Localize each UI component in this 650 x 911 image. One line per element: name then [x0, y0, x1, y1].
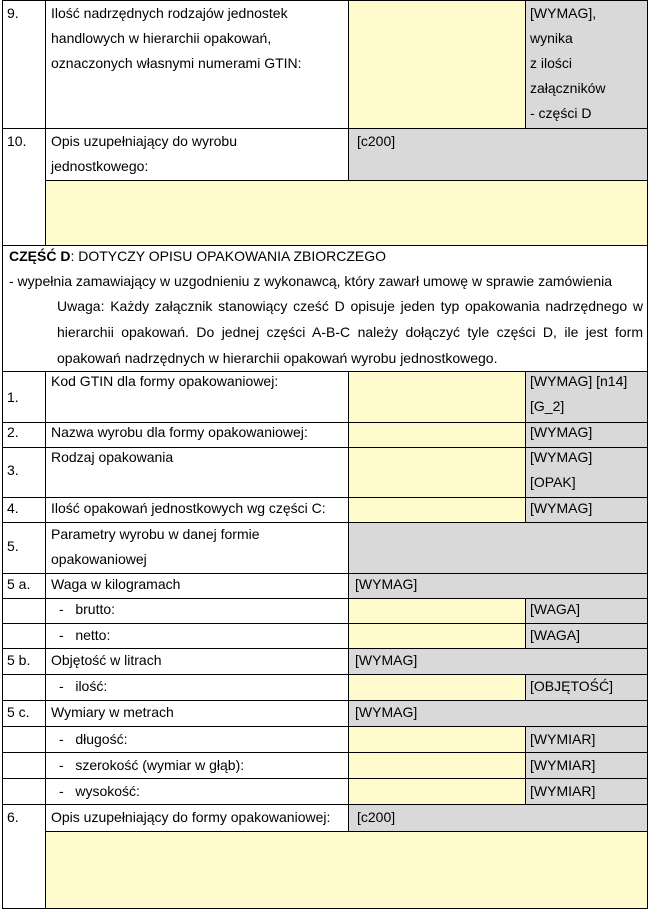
description-text: Opis uzupełniający do formy opakowaniowej:: [51, 809, 331, 825]
row-number: 4.: [7, 500, 19, 516]
row-9-number-cell: [2, 0, 46, 129]
row-netto-input-field[interactable]: [348, 623, 526, 649]
row-5c-description-cell: [45, 700, 349, 727]
row-10-description-cell: [45, 128, 349, 181]
row-wysokosc-description-cell: [45, 778, 349, 805]
code-label: [WAGA]: [530, 601, 581, 617]
row-ilosc-number-cell: [2, 674, 46, 701]
row-wysokosc-input-field[interactable]: [348, 778, 526, 805]
row-number: 1.: [7, 389, 19, 405]
description-text: Nazwa wyrobu dla formy opakowaniowej:: [51, 424, 308, 440]
description-text: - brutto:: [59, 601, 116, 617]
row-number: 5 c.: [7, 704, 30, 720]
code-line: załączników: [530, 80, 606, 96]
row-dlugosc-code-cell: [525, 726, 648, 753]
row-ilosc-input-field[interactable]: [348, 674, 526, 701]
row-dlugosc-input-field[interactable]: [348, 726, 526, 753]
code-line: [WYMAG],: [530, 5, 597, 21]
row-d1-code-cell: [525, 371, 648, 423]
section-d-note: Uwaga: Każdy załącznik stanowiący cześć D opisuje jeden typ opakowania nadrzędnego w hierarchii opakowań. Do jednej części A-B-C należy dołączyć tyle części D, ile jest form opakowań nadrzędnych w hierarchii opakowań wyrobu jednostkowego.: [57, 298, 643, 366]
row-brutto-code-cell: [525, 598, 648, 624]
row-d3-description-cell: [45, 447, 349, 498]
row-brutto-description-cell: [45, 598, 349, 624]
row-5b-description-cell: [45, 648, 349, 675]
row-5a-number-cell: [2, 573, 46, 599]
description-text: - netto:: [59, 627, 111, 643]
row-5c-number-cell: [2, 700, 46, 727]
code-label: [WYMAG]: [355, 576, 418, 592]
row-5a-code-cell: [348, 573, 648, 599]
row-number: 5.: [7, 538, 19, 554]
row-d5-number-cell: [2, 522, 46, 574]
row-wysokosc-code-cell: [525, 778, 648, 805]
row-number: 6.: [7, 809, 19, 825]
code-label: [WYMAG]: [530, 424, 593, 440]
description-text: - ilość:: [59, 678, 108, 694]
code-line: [WYMAG]: [530, 449, 593, 465]
row-d4-description-cell: [45, 497, 349, 523]
row-5b-number-cell: [2, 648, 46, 675]
row-10-code-cell: [348, 128, 648, 181]
description-line: oznaczonych własnymi numerami GTIN:: [51, 55, 302, 71]
row-number: 10.: [7, 133, 27, 149]
description-line: jednostkowego:: [51, 158, 149, 174]
description-text: - szerokość (wymiar w głąb):: [59, 757, 245, 773]
row-d2-number-cell: [2, 422, 46, 448]
row-dlugosc-description-cell: [45, 726, 349, 753]
description-text: Objętość w litrach: [51, 652, 162, 668]
row-wysokosc-number-cell: [2, 778, 46, 805]
row-5a-description-cell: [45, 573, 349, 599]
row-number: 5 a.: [7, 576, 31, 592]
row-9-code-cell: [525, 0, 648, 129]
row-d3-number-cell: [2, 447, 46, 498]
description-text: Waga w kilogramach: [51, 576, 181, 592]
row-9-input-field[interactable]: [348, 0, 526, 129]
description-text: - długość:: [59, 731, 128, 747]
row-ilosc-description-cell: [45, 674, 349, 701]
description-text: Wymiary w metrach: [51, 704, 174, 720]
row-d6-number-cell: [2, 804, 46, 909]
code-line: z ilości: [530, 55, 573, 71]
row-d3-code-cell: [525, 447, 648, 498]
code-label: [OBJĘTOŚĆ]: [530, 678, 613, 694]
code-label: [WYMIAR]: [530, 731, 596, 747]
row-d4-code-cell: [525, 497, 648, 523]
row-d6-code-cell: [348, 804, 648, 832]
row-szerokosc-input-field[interactable]: [348, 752, 526, 779]
row-5b-code-cell: [348, 648, 648, 675]
code-label: [c200]: [357, 133, 396, 149]
row-netto-description-cell: [45, 623, 349, 649]
row-10-number-cell: [2, 128, 46, 246]
row-number: 9.: [7, 5, 19, 21]
description-text: Rodzaj opakowania: [51, 449, 174, 465]
row-d6-description-cell: [45, 804, 349, 832]
row-netto-code-cell: [525, 623, 648, 649]
description-line: handlowych w hierarchii opakowań,: [51, 30, 272, 46]
section-d-header: [2, 245, 648, 372]
row-d6-text-area[interactable]: [45, 831, 648, 909]
code-label: [WYMAG]: [530, 500, 593, 516]
row-d4-number-cell: [2, 497, 46, 523]
description-line: Ilość nadrzędnych rodzajów jednostek: [51, 5, 288, 21]
row-number: 3.: [7, 462, 19, 478]
row-szerokosc-description-cell: [45, 752, 349, 779]
code-label: [WYMAG]: [355, 652, 418, 668]
row-number: 5 b.: [7, 652, 31, 668]
row-szerokosc-number-cell: [2, 752, 46, 779]
description-text: Kod GTIN dla formy opakowaniowej:: [51, 373, 279, 389]
row-szerokosc-code-cell: [525, 752, 648, 779]
code-line: [G_2]: [530, 398, 565, 414]
row-dlugosc-number-cell: [2, 726, 46, 753]
code-line: wynika: [530, 30, 573, 46]
description-line: opakowaniowej: [51, 551, 147, 567]
row-10-text-area[interactable]: [45, 180, 648, 246]
row-d1-input-field[interactable]: [348, 371, 526, 423]
description-text: Ilość opakowań jednostkowych wg części C:: [51, 500, 326, 516]
row-d1-number-cell: [2, 371, 46, 423]
row-5c-code-cell: [348, 700, 648, 727]
row-number: 2.: [7, 424, 19, 440]
description-line: Opis uzupełniający do wyrobu: [51, 133, 237, 149]
row-d5-description-cell: [45, 522, 349, 574]
row-d4-input-field[interactable]: [348, 497, 526, 523]
code-line: [OPAK]: [530, 474, 576, 490]
description-text: - wysokość:: [59, 783, 140, 799]
order-form-table: [2, 0, 648, 909]
row-ilosc-code-cell: [525, 674, 648, 701]
code-label: [c200]: [357, 809, 396, 825]
row-brutto-input-field[interactable]: [348, 598, 526, 624]
description-line: Parametry wyrobu w danej formie: [51, 526, 260, 542]
row-netto-number-cell: [2, 623, 46, 649]
code-line: - części D: [530, 105, 592, 121]
section-d-instruction: - wypełnia zamawiający w uzgodnieniu z wykonawcą, który zawarł umowę w sprawie zamówienia: [9, 273, 613, 289]
code-label: [WYMIAR]: [530, 783, 596, 799]
section-d-title: CZĘŚĆ D: DOTYCZY OPISU OPAKOWANIA ZBIORCZEGO: [9, 248, 387, 264]
row-d1-description-cell: [45, 371, 349, 423]
row-d3-input-field[interactable]: [348, 447, 526, 498]
row-brutto-number-cell: [2, 598, 46, 624]
code-label: [WAGA]: [530, 627, 581, 643]
code-line: [WYMAG] [n14]: [530, 373, 628, 389]
code-label: [WYMIAR]: [530, 757, 596, 773]
row-d2-input-field[interactable]: [348, 422, 526, 448]
row-d5-code-cell: [348, 522, 648, 574]
row-9-description-cell: [45, 0, 349, 129]
code-label: [WYMAG]: [355, 704, 418, 720]
